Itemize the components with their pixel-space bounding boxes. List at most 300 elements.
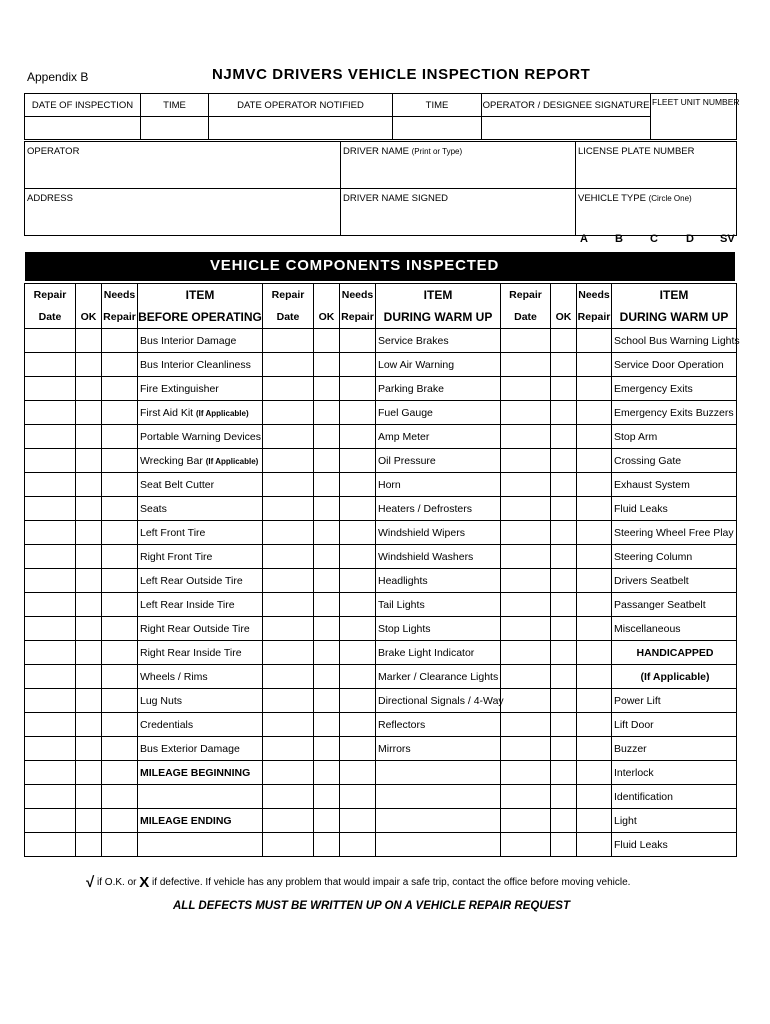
repair-date-cell[interactable] (501, 617, 551, 641)
table-row (25, 545, 737, 569)
repair-date-cell[interactable] (501, 449, 551, 473)
item-label: Tail Lights (376, 593, 501, 617)
repair-date-cell[interactable] (501, 545, 551, 569)
needs-repair-cell[interactable] (340, 545, 376, 569)
table-row (25, 713, 737, 737)
ok-cell[interactable] (314, 425, 340, 449)
repair-date-cell[interactable] (501, 569, 551, 593)
operator-signature-header: OPERATOR / DESIGNEE SIGNATURE (482, 94, 651, 117)
item-label: Oil Pressure (376, 449, 501, 473)
repair-date-cell[interactable] (25, 761, 76, 785)
repair-date-cell[interactable] (263, 329, 314, 353)
repair-date-cell[interactable] (501, 353, 551, 377)
item-label: Bus Interior Cleanliness (138, 353, 263, 377)
group-during-warm-up: DURING WARM UP (376, 306, 501, 329)
driver-name-note: (Print or Type) (411, 147, 463, 156)
table-row (25, 785, 737, 809)
table-row (25, 617, 737, 641)
legend-note: √ if O.K. or X if defective. If vehicle has any problem that would impair a safe trip, contact the office before moving vehicle. (86, 874, 631, 891)
needs-repair-cell[interactable] (340, 617, 376, 641)
ok-cell[interactable] (551, 521, 577, 545)
ok-cell[interactable] (314, 521, 340, 545)
table-row (25, 665, 737, 689)
ok-cell[interactable] (551, 785, 577, 809)
repair-date-cell[interactable] (25, 425, 76, 449)
table-row (25, 833, 737, 857)
needs-repair-cell[interactable] (102, 401, 138, 425)
time-field[interactable] (141, 117, 209, 140)
repair-date-cell[interactable] (263, 665, 314, 689)
repair-date-cell[interactable] (263, 473, 314, 497)
time-notified-header: TIME (393, 94, 482, 117)
needs-repair-cell[interactable] (340, 809, 376, 833)
item-label: Crossing Gate (612, 449, 737, 473)
item-label: Headlights (376, 569, 501, 593)
item-label: Portable Warning Devices (138, 425, 263, 449)
needs-repair-cell[interactable] (577, 737, 612, 761)
ok-cell[interactable] (314, 401, 340, 425)
ok-cell[interactable] (76, 353, 102, 377)
repair-date-cell[interactable] (263, 641, 314, 665)
needs-repair-header: Repair (340, 306, 376, 329)
ok-cell[interactable] (76, 809, 102, 833)
ok-cell[interactable] (76, 641, 102, 665)
item-label: Seats (138, 497, 263, 521)
ok-cell[interactable] (551, 473, 577, 497)
repair-date-cell[interactable] (263, 377, 314, 401)
ok-cell[interactable] (314, 785, 340, 809)
ok-cell[interactable] (314, 617, 340, 641)
item-label: (If Applicable) (612, 665, 737, 689)
ok-cell[interactable] (76, 593, 102, 617)
needs-repair-cell[interactable] (340, 329, 376, 353)
date-header: Date (25, 306, 76, 329)
needs-repair-cell[interactable] (102, 761, 138, 785)
repair-date-cell[interactable] (501, 425, 551, 449)
ok-header: OK (314, 306, 340, 329)
needs-repair-cell[interactable] (102, 617, 138, 641)
vehicle-type-d[interactable]: D (686, 233, 694, 245)
components-table (24, 283, 740, 857)
ok-cell[interactable] (314, 809, 340, 833)
ok-cell[interactable] (551, 353, 577, 377)
item-label (376, 761, 501, 785)
time-notified-field[interactable] (393, 117, 482, 140)
needs-repair-cell[interactable] (102, 449, 138, 473)
address-field[interactable]: ADDRESS (25, 189, 341, 236)
appendix-label: Appendix B (27, 70, 89, 84)
ok-cell[interactable] (551, 593, 577, 617)
item-label: Steering Column (612, 545, 737, 569)
needs-repair-cell[interactable] (102, 353, 138, 377)
repair-date-cell[interactable] (263, 809, 314, 833)
inspection-header-table (24, 93, 740, 140)
needs-repair-cell[interactable] (577, 521, 612, 545)
repair-date-cell[interactable] (25, 329, 76, 353)
needs-repair-cell[interactable] (102, 377, 138, 401)
vehicle-type-c[interactable]: C (650, 233, 658, 245)
needs-repair-cell[interactable] (577, 377, 612, 401)
ok-cell[interactable] (76, 665, 102, 689)
needs-repair-cell[interactable] (102, 665, 138, 689)
item-label: Miscellaneous (612, 617, 737, 641)
needs-repair-cell[interactable] (577, 353, 612, 377)
ok-cell[interactable] (314, 761, 340, 785)
repair-date-cell[interactable] (501, 401, 551, 425)
table-row (25, 689, 737, 713)
item-label (376, 833, 501, 857)
needs-repair-cell[interactable] (340, 761, 376, 785)
ok-cell[interactable] (76, 761, 102, 785)
item-label: Wheels / Rims (138, 665, 263, 689)
ok-cell[interactable] (314, 449, 340, 473)
needs-repair-cell[interactable] (340, 641, 376, 665)
table-row (25, 809, 737, 833)
repair-date-cell[interactable] (263, 569, 314, 593)
repair-date-cell[interactable] (25, 641, 76, 665)
needs-repair-cell[interactable] (102, 329, 138, 353)
ok-cell[interactable] (76, 833, 102, 857)
repair-date-cell[interactable] (501, 713, 551, 737)
item-label: MILEAGE BEGINNING (138, 761, 263, 785)
ok-cell[interactable] (76, 521, 102, 545)
needs-repair-cell[interactable] (577, 473, 612, 497)
repair-date-cell[interactable] (263, 521, 314, 545)
repair-date-cell[interactable] (263, 761, 314, 785)
defects-notice: ALL DEFECTS MUST BE WRITTEN UP ON A VEHICLE REPAIR REQUEST (173, 900, 570, 912)
ok-cell[interactable] (551, 329, 577, 353)
needs-repair-cell[interactable] (102, 569, 138, 593)
ok-cell[interactable] (76, 497, 102, 521)
needs-repair-cell[interactable] (340, 737, 376, 761)
needs-repair-cell[interactable] (577, 617, 612, 641)
item-label: Exhaust System (612, 473, 737, 497)
item-label: Lug Nuts (138, 689, 263, 713)
item-label: Horn (376, 473, 501, 497)
needs-repair-cell[interactable] (102, 713, 138, 737)
ok-cell[interactable] (314, 377, 340, 401)
license-plate-field[interactable]: LICENSE PLATE NUMBER (576, 142, 737, 189)
driver-name-field[interactable] (341, 142, 576, 189)
ok-cell[interactable] (314, 689, 340, 713)
ok-cell[interactable] (551, 713, 577, 737)
item-label: Fluid Leaks (612, 497, 737, 521)
repair-date-cell[interactable] (263, 689, 314, 713)
repair-date-cell[interactable] (263, 737, 314, 761)
item-label: Buzzer (612, 737, 737, 761)
ok-cell[interactable] (76, 713, 102, 737)
needs-header: Needs (340, 284, 376, 307)
ok-cell[interactable] (314, 353, 340, 377)
driver-signed-field[interactable]: DRIVER NAME SIGNED (341, 189, 576, 236)
item-label: Emergency Exits (612, 377, 737, 401)
needs-repair-cell[interactable] (340, 521, 376, 545)
ok-cell[interactable] (551, 497, 577, 521)
ok-cell[interactable] (76, 569, 102, 593)
ok-cell[interactable] (314, 713, 340, 737)
needs-repair-cell[interactable] (577, 665, 612, 689)
item-label: Right Rear Outside Tire (138, 617, 263, 641)
repair-date-cell[interactable] (263, 713, 314, 737)
needs-repair-cell[interactable] (102, 833, 138, 857)
repair-date-cell[interactable] (25, 569, 76, 593)
date-of-inspection-field[interactable] (25, 117, 141, 140)
repair-date-cell[interactable] (25, 521, 76, 545)
needs-repair-cell[interactable] (577, 785, 612, 809)
repair-date-cell[interactable] (263, 593, 314, 617)
ok-cell[interactable] (76, 545, 102, 569)
ok-header: OK (551, 306, 577, 329)
needs-repair-cell[interactable] (102, 737, 138, 761)
item-label: MILEAGE ENDING (138, 809, 263, 833)
needs-repair-cell[interactable] (577, 425, 612, 449)
needs-repair-cell[interactable] (577, 545, 612, 569)
applicable-note: (If Applicable) (196, 408, 249, 418)
repair-date-cell[interactable] (501, 497, 551, 521)
repair-date-cell[interactable] (25, 617, 76, 641)
needs-repair-cell[interactable] (577, 449, 612, 473)
repair-date-cell[interactable] (501, 665, 551, 689)
needs-repair-cell[interactable] (102, 425, 138, 449)
item-label (138, 833, 263, 857)
repair-date-cell[interactable] (263, 545, 314, 569)
item-label: Parking Brake (376, 377, 501, 401)
ok-cell[interactable] (76, 737, 102, 761)
repair-date-cell[interactable] (263, 497, 314, 521)
ok-cell[interactable] (551, 449, 577, 473)
repair-date-cell[interactable] (501, 329, 551, 353)
repair-date-cell[interactable] (501, 785, 551, 809)
repair-date-cell[interactable] (501, 761, 551, 785)
needs-repair-cell[interactable] (340, 401, 376, 425)
needs-repair-cell[interactable] (102, 689, 138, 713)
ok-cell[interactable] (551, 833, 577, 857)
repair-date-cell[interactable] (25, 545, 76, 569)
needs-repair-cell[interactable] (340, 473, 376, 497)
needs-repair-cell[interactable] (102, 785, 138, 809)
ok-cell[interactable] (551, 425, 577, 449)
needs-repair-cell[interactable] (102, 593, 138, 617)
ok-cell[interactable] (314, 545, 340, 569)
repair-date-cell[interactable] (25, 833, 76, 857)
item-header: ITEM (612, 284, 737, 307)
repair-date-cell[interactable] (25, 737, 76, 761)
repair-date-header: Repair (263, 284, 314, 307)
needs-repair-cell[interactable] (577, 761, 612, 785)
item-header: ITEM (138, 284, 263, 307)
vehicle-type-note: (Circle One) (648, 194, 692, 203)
ok-cell[interactable] (551, 809, 577, 833)
item-label: Service Door Operation (612, 353, 737, 377)
needs-repair-cell[interactable] (340, 689, 376, 713)
fleet-unit-number-header: FLEET UNIT NUMBER (651, 94, 737, 140)
item-label: Brake Light Indicator (376, 641, 501, 665)
repair-date-cell[interactable] (501, 593, 551, 617)
needs-repair-cell[interactable] (340, 665, 376, 689)
ok-cell[interactable] (76, 401, 102, 425)
needs-repair-cell[interactable] (340, 785, 376, 809)
ok-cell[interactable] (314, 569, 340, 593)
table-row (25, 641, 737, 665)
item-label: Bus Interior Damage (138, 329, 263, 353)
repair-date-cell[interactable] (501, 737, 551, 761)
ok-cell[interactable] (551, 761, 577, 785)
repair-date-cell[interactable] (25, 809, 76, 833)
ok-cell[interactable] (551, 737, 577, 761)
ok-cell[interactable] (314, 593, 340, 617)
ok-cell[interactable] (76, 689, 102, 713)
repair-date-cell[interactable] (263, 401, 314, 425)
repair-date-cell[interactable] (263, 785, 314, 809)
ok-cell[interactable] (76, 425, 102, 449)
item-label: Steering Wheel Free Play (612, 521, 737, 545)
driver-name-label: DRIVER NAME (343, 146, 409, 157)
ok-cell[interactable] (551, 377, 577, 401)
operator-field[interactable]: OPERATOR (25, 142, 341, 189)
needs-repair-cell[interactable] (102, 521, 138, 545)
table-row (25, 737, 737, 761)
ok-cell[interactable] (76, 377, 102, 401)
needs-repair-cell[interactable] (340, 497, 376, 521)
item-label: Low Air Warning (376, 353, 501, 377)
needs-repair-cell[interactable] (577, 593, 612, 617)
needs-header: Needs (577, 284, 612, 307)
needs-repair-cell[interactable] (340, 425, 376, 449)
group-before-operating: BEFORE OPERATING (138, 306, 263, 329)
repair-date-cell[interactable] (501, 377, 551, 401)
date-of-inspection-header: DATE OF INSPECTION (25, 94, 141, 117)
ok-cell[interactable] (314, 329, 340, 353)
needs-repair-cell[interactable] (577, 833, 612, 857)
ok-cell[interactable] (551, 545, 577, 569)
needs-repair-cell[interactable] (577, 401, 612, 425)
ok-cell[interactable] (314, 665, 340, 689)
needs-repair-cell[interactable] (577, 689, 612, 713)
date-operator-notified-field[interactable] (209, 117, 393, 140)
needs-repair-cell[interactable] (577, 713, 612, 737)
ok-cell[interactable] (314, 641, 340, 665)
needs-repair-cell[interactable] (340, 377, 376, 401)
repair-date-cell[interactable] (501, 473, 551, 497)
needs-repair-cell[interactable] (577, 641, 612, 665)
ok-cell[interactable] (551, 641, 577, 665)
group-during-warm-up-2: DURING WARM UP (612, 306, 737, 329)
needs-repair-cell[interactable] (340, 449, 376, 473)
needs-repair-header: Repair (102, 306, 138, 329)
repair-date-cell[interactable] (25, 449, 76, 473)
repair-date-cell[interactable] (25, 377, 76, 401)
ok-cell[interactable] (551, 689, 577, 713)
ok-cell[interactable] (551, 617, 577, 641)
vehicle-type-field (576, 189, 737, 245)
repair-date-cell[interactable] (501, 521, 551, 545)
repair-date-cell[interactable] (25, 353, 76, 377)
repair-date-cell[interactable] (263, 353, 314, 377)
ok-cell[interactable] (76, 473, 102, 497)
repair-date-cell[interactable] (501, 689, 551, 713)
table-row (25, 401, 737, 425)
table-row (25, 449, 737, 473)
table-row (25, 521, 737, 545)
item-label: Seat Belt Cutter (138, 473, 263, 497)
needs-repair-cell[interactable] (340, 833, 376, 857)
repair-date-cell[interactable] (263, 617, 314, 641)
repair-date-cell[interactable] (25, 785, 76, 809)
item-label: Left Rear Inside Tire (138, 593, 263, 617)
repair-date-cell[interactable] (263, 449, 314, 473)
vehicle-type-sv[interactable]: SV (720, 233, 735, 245)
ok-header: OK (76, 306, 102, 329)
repair-date-cell[interactable] (25, 713, 76, 737)
ok-cell[interactable] (76, 785, 102, 809)
repair-date-cell[interactable] (25, 473, 76, 497)
item-label: Fire Extinguisher (138, 377, 263, 401)
ok-cell[interactable] (76, 617, 102, 641)
needs-repair-cell[interactable] (102, 809, 138, 833)
needs-repair-cell[interactable] (102, 641, 138, 665)
needs-repair-cell[interactable] (577, 569, 612, 593)
needs-repair-cell[interactable] (340, 569, 376, 593)
needs-repair-cell[interactable] (340, 593, 376, 617)
table-row (25, 329, 737, 353)
item-label: Light (612, 809, 737, 833)
needs-repair-cell[interactable] (102, 473, 138, 497)
vehicle-type-b[interactable]: B (615, 233, 623, 245)
repair-date-cell[interactable] (25, 497, 76, 521)
item-label: Bus Exterior Damage (138, 737, 263, 761)
ok-cell[interactable] (551, 401, 577, 425)
ok-cell[interactable] (76, 329, 102, 353)
needs-header: Needs (102, 284, 138, 307)
needs-repair-cell[interactable] (577, 497, 612, 521)
item-label: Reflectors (376, 713, 501, 737)
item-label: Fuel Gauge (376, 401, 501, 425)
needs-repair-cell[interactable] (102, 497, 138, 521)
repair-date-cell[interactable] (25, 689, 76, 713)
ok-cell[interactable] (551, 569, 577, 593)
repair-date-cell[interactable] (501, 809, 551, 833)
ok-cell[interactable] (314, 833, 340, 857)
vehicle-type-a[interactable]: A (580, 233, 588, 245)
ok-cell[interactable] (76, 449, 102, 473)
item-label: Service Brakes (376, 329, 501, 353)
item-label: First Aid Kit (If Applicable) (138, 401, 263, 425)
needs-repair-cell[interactable] (102, 545, 138, 569)
item-label: Lift Door (612, 713, 737, 737)
section-title: VEHICLE COMPONENTS INSPECTED (210, 257, 500, 274)
repair-date-cell[interactable] (25, 665, 76, 689)
needs-repair-cell[interactable] (577, 329, 612, 353)
repair-date-cell[interactable] (501, 833, 551, 857)
ok-cell[interactable] (314, 497, 340, 521)
repair-date-cell[interactable] (263, 425, 314, 449)
needs-repair-cell[interactable] (340, 713, 376, 737)
needs-repair-cell[interactable] (577, 809, 612, 833)
repair-date-cell[interactable] (263, 833, 314, 857)
repair-date-cell[interactable] (501, 641, 551, 665)
repair-date-cell[interactable] (25, 593, 76, 617)
date-header: Date (263, 306, 314, 329)
ok-cell[interactable] (314, 737, 340, 761)
repair-date-cell[interactable] (25, 401, 76, 425)
ok-cell[interactable] (314, 473, 340, 497)
time-header: TIME (141, 94, 209, 117)
item-label: Windshield Wipers (376, 521, 501, 545)
needs-repair-cell[interactable] (340, 353, 376, 377)
ok-cell[interactable] (551, 665, 577, 689)
operator-signature-field[interactable] (482, 117, 651, 140)
item-label: Wrecking Bar (If Applicable) (138, 449, 263, 473)
